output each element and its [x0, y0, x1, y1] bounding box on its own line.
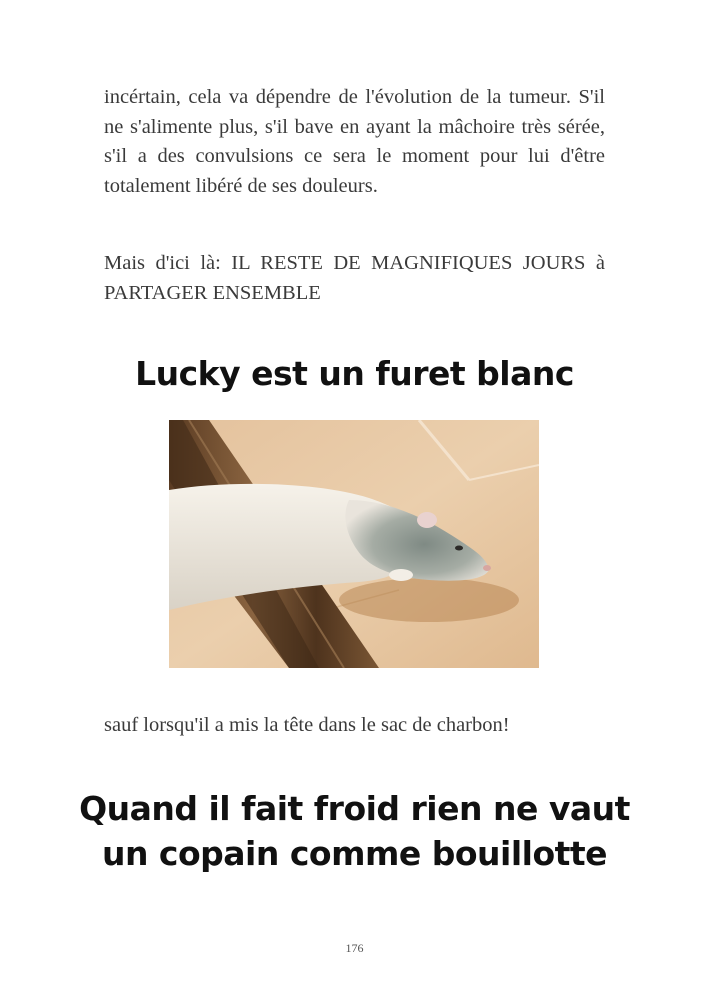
- photo-caption: sauf lorsqu'il a mis la tête dans le sac de charbon!: [104, 714, 510, 736]
- section-heading-lucky: Lucky est un furet blanc: [135, 354, 574, 393]
- body-paragraph-1: incértain, cela va dépendre de l'évolution de la tumeur. S'il ne s'alimente plus, s'il bave en ayant la mâchoire très sérée, s'il a des convulsions ce sera le moment pour lui d'être totalement libéré de ses douleurs.: [104, 86, 605, 197]
- heading-line-1: Quand il fait froid rien ne vaut: [79, 789, 630, 828]
- page-number: 176: [345, 941, 364, 955]
- section-heading-bouillotte: [0, 786, 709, 876]
- body-paragraph-2: Mais d'ici là: IL RESTE DE MAGNIFIQUES JOURS à PARTAGER ENSEMBLE: [104, 252, 605, 304]
- heading-line-2: un copain comme bouillotte: [101, 834, 608, 873]
- ferret-photo: [169, 420, 539, 668]
